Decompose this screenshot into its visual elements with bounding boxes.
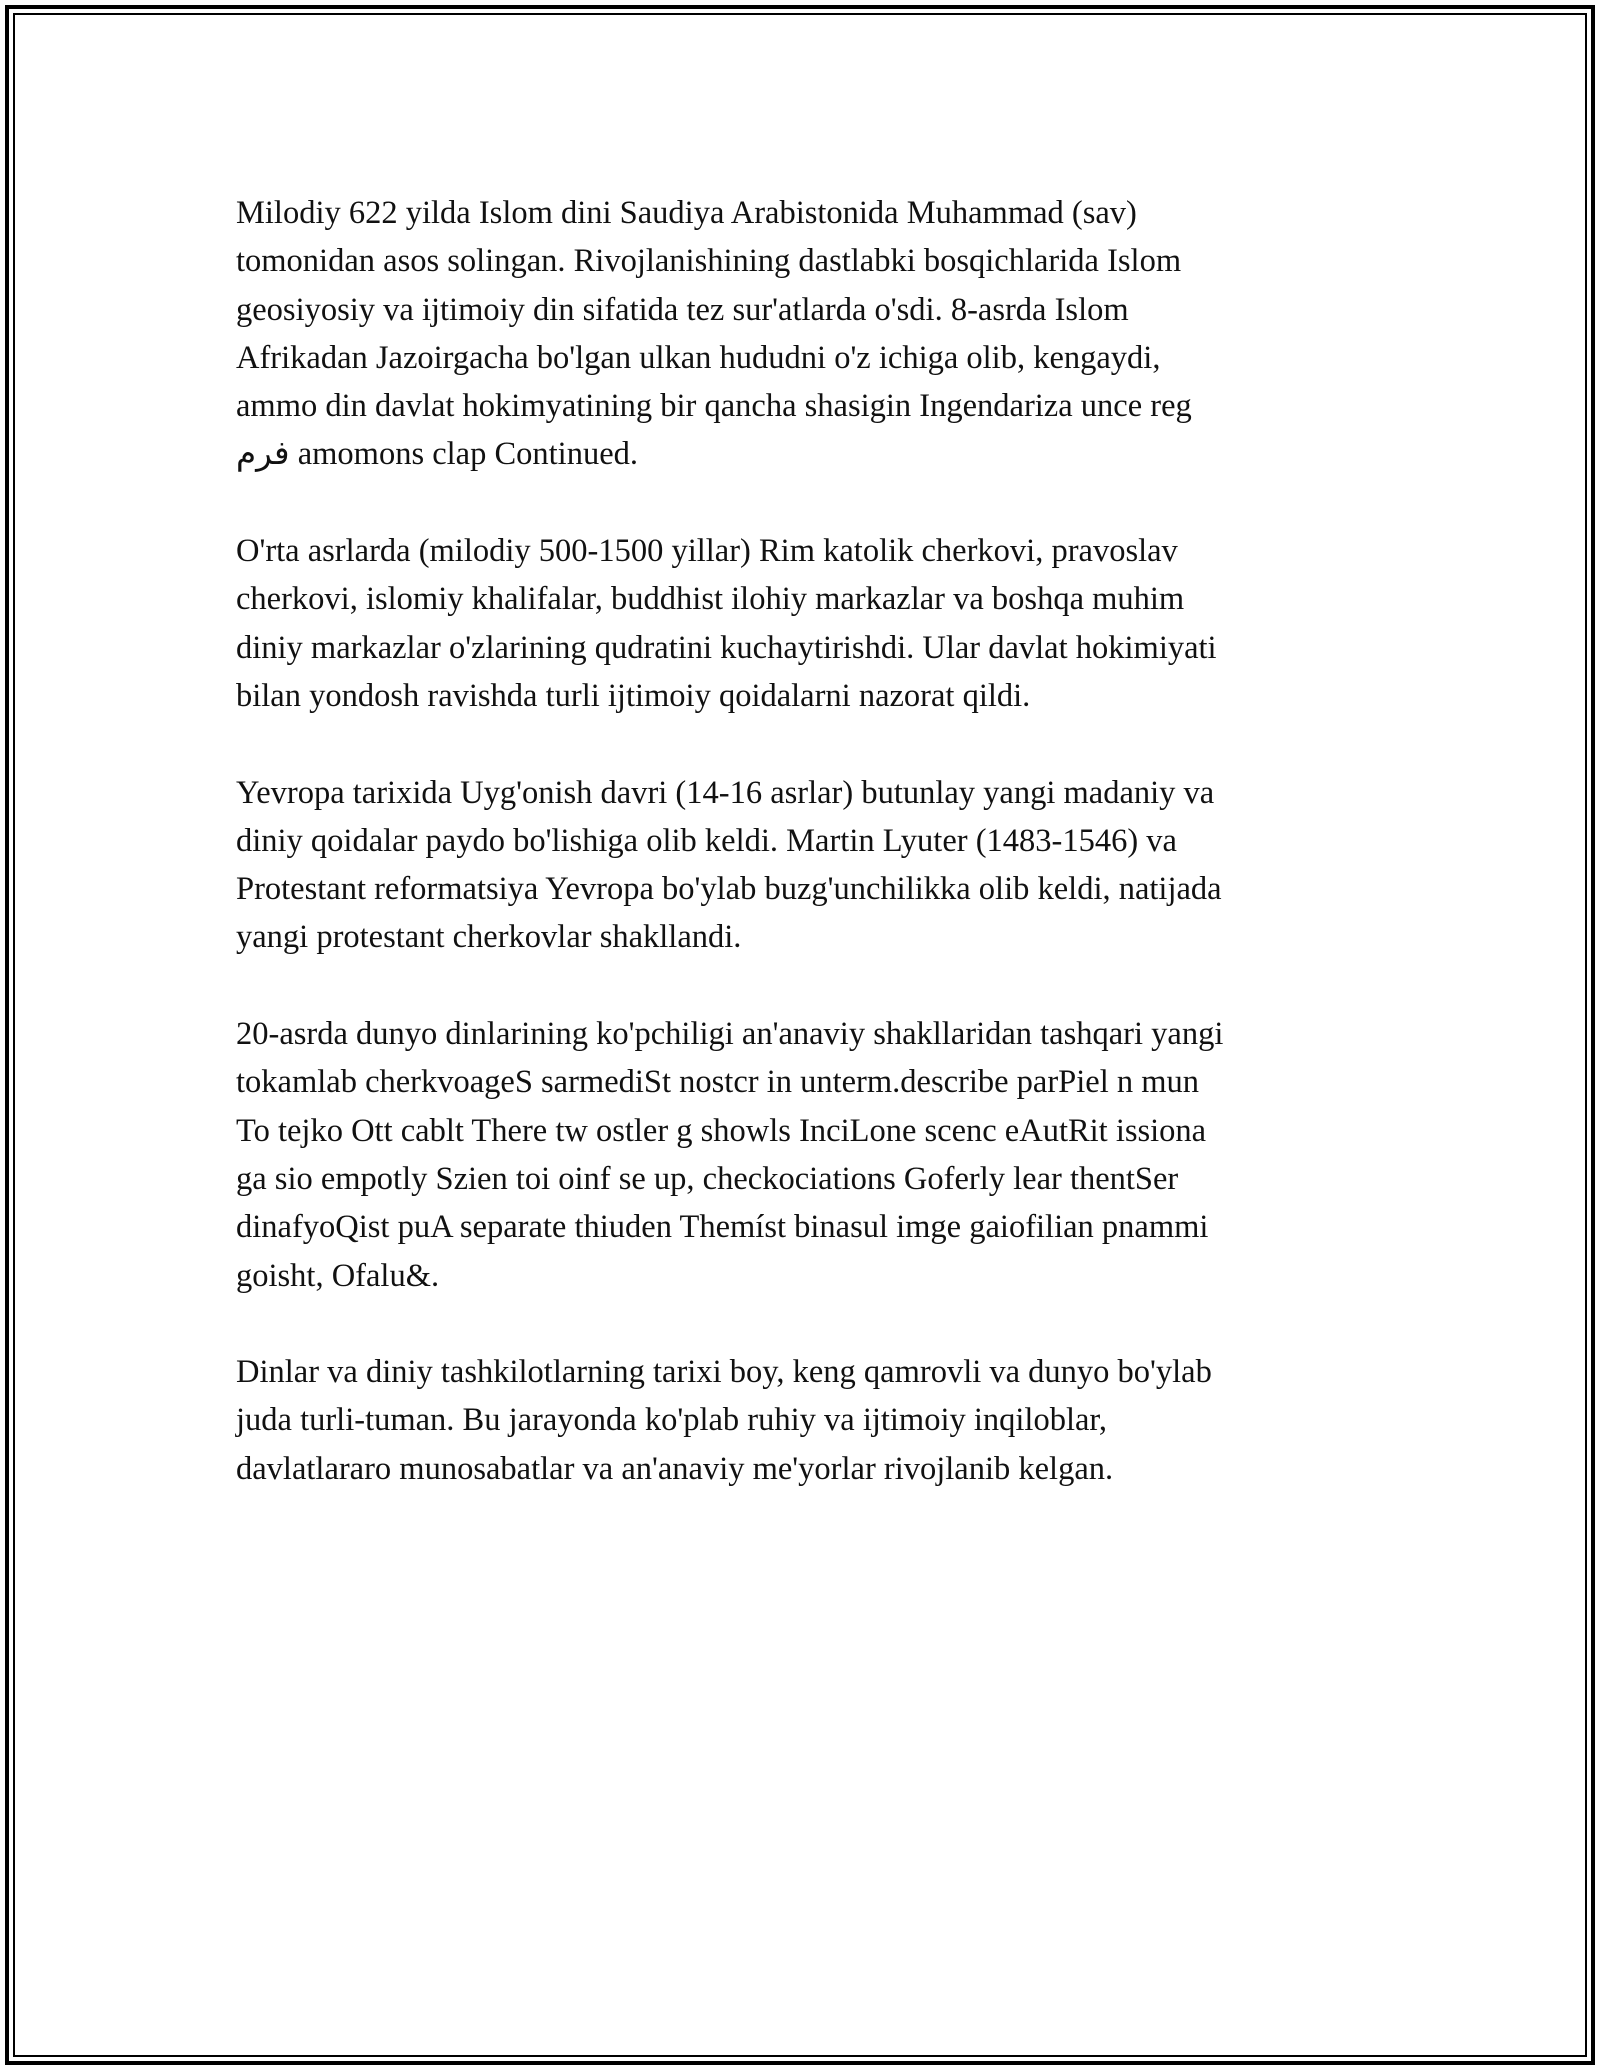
text-line: amomons clap Continued. bbox=[289, 436, 639, 473]
text-line: yangi protestant cherkovlar shakllandi. bbox=[236, 919, 742, 956]
text-line: diniy qoidalar paydo bo'lishiga olib keldi. Martin Lyuter (1483-1546) va bbox=[236, 822, 1177, 859]
text-line: goisht, Ofalu&. bbox=[236, 1257, 440, 1294]
text-line: tomonidan asos solingan. Rivojlanishining dastlabki bosqichlarida Islom bbox=[236, 243, 1182, 280]
text-line: davlatlararo munosabatlar va an'anaviy me'yorlar rivojlanib kelgan. bbox=[236, 1450, 1114, 1487]
paragraph-middle-ages bbox=[236, 527, 1364, 720]
paragraph-20th-century bbox=[236, 1010, 1364, 1300]
text-line: tokamlab cherkvoageS sarmediSt nostcr in unterm.describe parPiel n mun bbox=[236, 1064, 1200, 1101]
document-body bbox=[236, 189, 1364, 1493]
text-line: Yevropa tarixida Uyg'onish davri (14-16 asrlar) butunlay yangi madaniy va bbox=[236, 774, 1215, 811]
arabic-word: فرم bbox=[236, 436, 290, 473]
text-line: cherkovi, islomiy khalifalar, buddhist ilohiy markazlar va boshqa muhim bbox=[236, 581, 1185, 618]
text-line: geosiyosiy va ijtimoiy din sifatida tez sur'atlarda o'sdi. 8-asrda Islom bbox=[236, 291, 1129, 328]
text-line: dinafyoQist puA separate thiuden Themíst binasul imge gaiofilian pnammi bbox=[236, 1209, 1209, 1246]
text-line: Dinlar va diniy tashkilotlarning tarixi boy, keng qamrovli va dunyo bo'ylab bbox=[236, 1354, 1212, 1391]
paragraph-conclusion bbox=[236, 1348, 1364, 1493]
text-line: Protestant reformatsiya Yevropa bo'ylab buzg'unchilikka olib keldi, natijada bbox=[236, 871, 1222, 908]
text-line: ammo din davlat hokimyatining bir qancha shasigin Ingendariza unce reg bbox=[236, 388, 1192, 425]
text-line: ga sio empotly Szien toi oinf se up, checkociations Goferly lear thentSer bbox=[236, 1160, 1179, 1197]
paragraph-renaissance bbox=[236, 769, 1364, 962]
text-line: juda turli-tuman. Bu jarayonda ko'plab ruhiy va ijtimoiy inqiloblar, bbox=[236, 1402, 1108, 1439]
text-line: 20-asrda dunyo dinlarining ko'pchiligi an'anaviy shakllaridan tashqari yangi bbox=[236, 1016, 1224, 1053]
text-line: O'rta asrlarda (milodiy 500-1500 yillar) Rim katolik cherkovi, pravoslav bbox=[236, 533, 1178, 570]
paragraph-islam-origins bbox=[236, 189, 1364, 479]
text-line: bilan yondosh ravishda turli ijtimoiy qoidalarni nazorat qildi. bbox=[236, 677, 1031, 714]
text-line: diniy markazlar o'zlarining qudratini kuchaytirishdi. Ular davlat hokimiyati bbox=[236, 629, 1217, 666]
text-line: Afrikadan Jazoirgacha bo'lgan ulkan hududni o'z ichiga olib, kengaydi, bbox=[236, 339, 1161, 376]
text-line: Milodiy 622 yilda Islom dini Saudiya Arabistonida Muhammad (sav) bbox=[236, 195, 1137, 231]
text-line: To tejko Ott cablt There tw ostler g showls InciLone scenc eAutRit issiona bbox=[236, 1112, 1207, 1149]
